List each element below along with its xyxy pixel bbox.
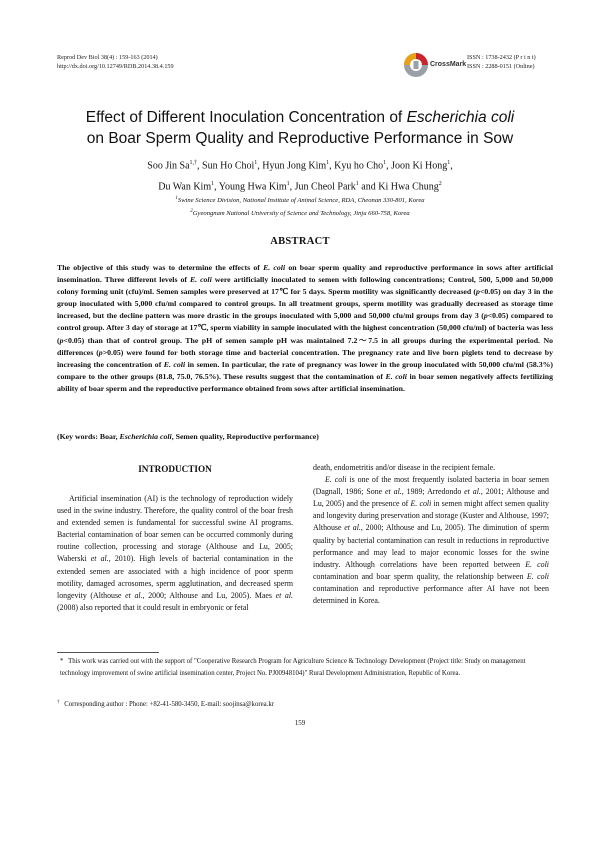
footnote-text: This work was carried out with the support of "Cooperative Research Program for Agriculture Science & Technology Development (Project title: Study on management technology improvement of swine artificial insemination center, Project No. PJ00948104)" Rural Development Administration, Republic of Korea. [60,658,526,678]
footnote-text: Corresponding author : Phone: +82-41-580-3450, E-mail: soojinsa@korea.kr [64,701,275,709]
author-affiliation-marker: 1 [326,160,330,166]
author-list [0,154,600,197]
issn-block [467,53,536,71]
title-line-1 [0,107,600,128]
affiliation-2 [0,206,600,219]
affiliation-1 [0,193,600,206]
author-affiliation-marker: 1,† [189,160,198,166]
title-species: Escherichia coli [406,109,515,126]
page-number: 159 [294,719,306,727]
author-affiliation-marker: 1 [254,160,258,166]
issn-online: ISSN : 2288-0151 (Online) [467,63,535,70]
intro-right-column [313,462,549,607]
affiliation-marker: 2 [190,209,193,215]
author-affiliation-marker: 1 [211,181,215,188]
author-name: Joon Ki Hong [391,160,448,172]
author-affiliation-marker: 1 [286,181,290,188]
abstract-body: The objective of this study was to determine the effects of E. coli on boar sperm quality and reproductive performance in sows after artificial insemination. Three different levels of E. coli were artificially inoculated to semen with following concentrations; Control, 500, 5,000 and 50,000 colony forming unit (cfu)/ml. Semen samples were preserved at 17℃ for 5 days. Sperm motility was significantly decreased (p<0.05) on day 3 in the group inoculated with 5,000 cfu/ml compared to control groups. In all treatment groups, sperm motility was gradually decreased as storage time increased, but the decline pattern was more drastic in the groups inoculated with 5,000 and 50,000 cfu/ml groups from day 3 (p<0.05) compared to control group. After 3 day of storage at 17℃, sperm viability in sample inoculated with the highest concentration (50,000 cfu/ml) of bacteria was less (p<0.05) than that of control group. The pH of semen sample pH was maintained 7.2～7.5 in all groups during the experimental period. No differences (p>0.05) were found for both storage time and bacterial concentration. The pregnancy rate and live born piglets tend to decrease by increasing the concentration of E. coli in semen. In particular, the rate of pregnancy was lower in the group inoculated with 50,000 cfu/ml (58.3%) compare to the other groups (81.8, 75.0, 76.5%). These results suggest that the contamination of E. coli in boar semen negatively affects fertilizing ability of boar sperm and the reproductive performance obtained from sows after artificial insemination. [57,263,554,393]
keywords [57,431,553,443]
author-separator: , [197,160,203,172]
author-line-1 [0,154,600,175]
author-name: Kyu ho Cho [334,160,384,172]
keyword-species: Escherichia coli [119,432,172,441]
crossmark-icon [403,52,429,78]
introduction-heading: INTRODUCTION [138,464,212,474]
article-title [0,107,600,149]
crossmark-label: CrossMark [430,61,467,68]
author-separator: , [329,160,335,172]
author-separator: , [450,160,453,172]
intro-paragraph-continued: death, endometritis and/or disease in the recipient female. [313,463,496,472]
author-name: Jun Cheol Park [294,181,356,193]
author-name: Hyun Jong Kim [262,160,327,172]
author-separator: , [289,181,295,193]
journal-citation-line: Reprod Dev Biol 38(4) : 159-163 (2014) [57,54,158,61]
intro-left-column [57,493,293,614]
crossmark-logo[interactable] [403,52,429,78]
footnote-funding [60,656,552,680]
author-name: Sun Ho Choi [202,160,255,172]
author-name: Soo Jin Sa [147,160,190,172]
author-separator: , [214,181,219,193]
affiliation-text: Swine Science Division, National Institute of Animal Science, RDA, Cheonan 330-801, Korea [177,197,425,205]
author-separator: , [257,160,263,172]
journal-citation [57,53,174,71]
abstract-heading: ABSTRACT [270,236,330,247]
intro-paragraph-2: E. coli is one of the most frequently isolated bacteria in boar semen (Dagnall, 1986; Sone et al., 1989; Arredondo et al., 2001; Althouse and Lu, 2005) and the presence of E. coli in semen might affect semen quality and longevity during preservation and storage (Kuster and Althouse, 1997; Althouse et al., 2000; Althouse and Lu, 2005). The diminution of sperm quality by bacterial contamination can result in reductions in reproductive performance and may lead to major economic losses for the swine industry. Although correlations have been reported between E. coli contamination and boar sperm quality, the relationship between E. coli contamination and reproductive performance after AI have not been determined in Korea. [313,475,550,606]
affiliation-marker: 1 [175,196,178,201]
author-affiliation-marker: 2 [438,181,442,188]
title-line-2: on Boar Sperm Quality and Reproductive Performance in Sow [86,130,514,147]
keywords-label: (Key words: Boar, [57,432,120,441]
keywords-rest: , Semen quality, Reproductive performance) [171,432,319,441]
author-separator: and [358,181,379,193]
affiliation-text: Gyeongnam National University of Science and Technology, Jinju 660-758, Korea [192,210,410,218]
author-separator: , [386,160,392,172]
title-text: Effect of Different Inoculation Concentration of [85,109,407,126]
author-affiliation-marker: 1 [355,181,359,188]
author-name: Du Wan Kim [158,181,212,193]
affiliations [0,193,600,219]
footnote-marker: * [60,658,64,665]
author-name: Ki Hwa Chung [378,181,439,193]
author-affiliation-marker: 1 [447,160,451,166]
footnote-marker: † [57,700,60,705]
author-affiliation-marker: 1 [383,160,387,166]
footnote-correspondence [57,697,549,711]
intro-paragraph-1: Artificial insemination (AI) is the technology of reproduction widely used in the swine industry. Therefore, the quality control of the boar fresh and extended semen is fundamental for successful swine AI programs. Bacterial contamination of boar semen can be occurred commonly during routine collection, processing and storage (Althouse and Lu, 2005; Waberski et al., 2010). High levels of bacterial contamination in the extended semen are associated with a high incidence of poor sperm motility, damaged acrosomes, sperm agglutination, and decreased sperm longevity (Althouse et al., 2000; Althouse and Lu, 2005). Maes et al. (2008) also reported that it could result in embryonic or fetal [57,494,294,612]
author-name: Young Hwa Kim [218,181,287,193]
issn-print: ISSN : 1738-2432 (P r i n t) [467,54,536,61]
footnote-divider [57,652,159,653]
doi-link[interactable]: http://dx.doi.org/10.12749/RDB.2014.38.4.159 [57,63,174,70]
